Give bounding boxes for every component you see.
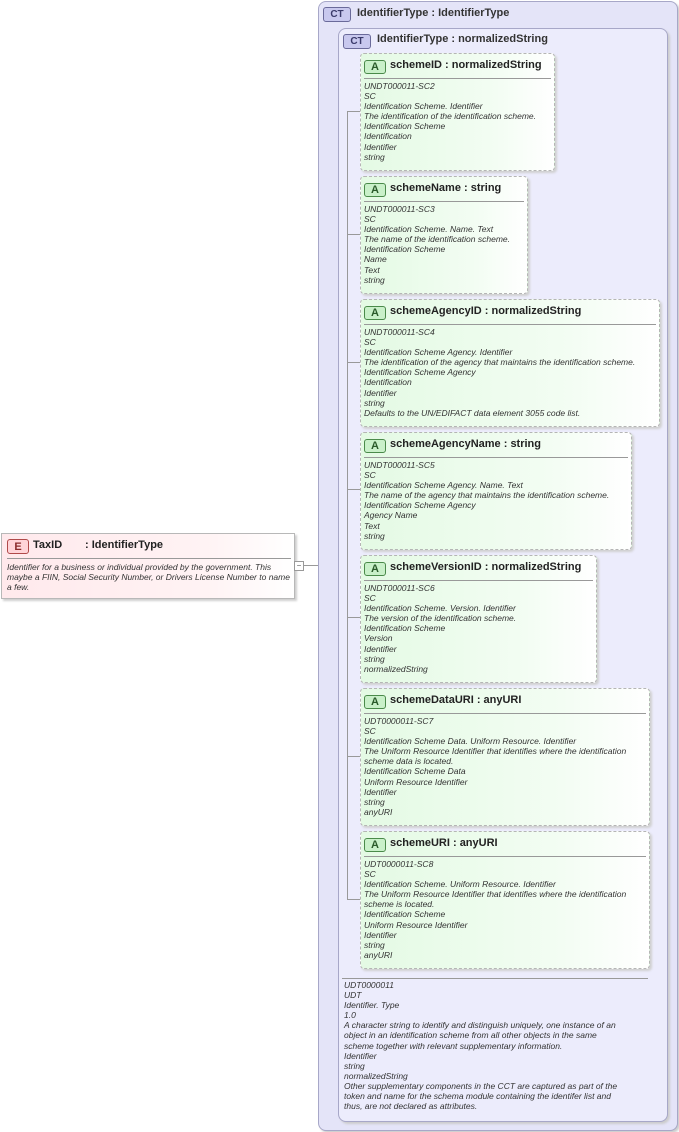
branch-line bbox=[347, 111, 360, 112]
attribute-divider bbox=[364, 324, 656, 325]
attribute-badge: A bbox=[364, 439, 386, 453]
ct-title-outer: IdentifierType : IdentifierType bbox=[357, 7, 510, 19]
connector-line bbox=[303, 565, 319, 566]
attribute-title: schemeURI : anyURI bbox=[390, 837, 498, 849]
attribute-divider bbox=[364, 856, 646, 857]
attribute-title: schemeAgencyID : normalizedString bbox=[390, 305, 582, 317]
attribute-title: schemeAgencyName : string bbox=[390, 438, 541, 450]
attribute-badge: A bbox=[364, 60, 386, 74]
type-documentation: UDT0000011 UDT Identifier. Type 1.0 A character string to identify and distinguish uniquely, one instance of an object in an identification scheme from all other objects in the same scheme together with relevant supplementary information. Identifier string normalizedString Other supplementary components in the CCT are captured as part of the token and name for the schema module containing the identifer list and thus, are not declared as attributes. bbox=[344, 980, 618, 1112]
attribute-scheme-agency-name bbox=[360, 432, 632, 550]
ct-badge-outer: CT bbox=[323, 7, 351, 22]
branch-line bbox=[347, 617, 360, 618]
element-divider bbox=[7, 558, 291, 559]
attribute-scheme-version-id bbox=[360, 555, 597, 683]
attribute-details: UNDT000011-SC6 SC Identification Scheme. Version. Identifier The version of the identification scheme. Identification Scheme Version Identifier string normalizedString bbox=[364, 583, 517, 674]
branch-line bbox=[347, 489, 360, 490]
attribute-badge: A bbox=[364, 183, 386, 197]
attribute-title: schemeName : string bbox=[390, 182, 502, 194]
ct-title-inner: IdentifierType : normalizedString bbox=[377, 33, 548, 45]
branch-line bbox=[347, 234, 360, 235]
element-taxid bbox=[1, 533, 295, 599]
ct-badge-inner: CT bbox=[343, 34, 371, 49]
attribute-divider bbox=[364, 78, 551, 79]
branch-line bbox=[347, 756, 360, 757]
attribute-divider bbox=[364, 580, 593, 581]
attribute-details: UDT0000011-SC8 SC Identification Scheme. Uniform Resource. Identifier The Uniform Resource Identifier that identifies where the identification scheme is located. Identification Scheme Uniform Resource Identifier Identifier string anyURI bbox=[364, 859, 627, 960]
attribute-details: UNDT000011-SC2 SC Identification Scheme. Identifier The identification of the identification scheme. Identification Scheme Identification Identifier string bbox=[364, 81, 536, 162]
element-type: : IdentifierType bbox=[85, 539, 164, 551]
type-doc-divider bbox=[342, 978, 648, 979]
branch-line bbox=[347, 899, 360, 900]
branch-line bbox=[347, 362, 360, 363]
element-description: Identifier for a business or individual provided by the government. This maybe a FIIN, Social Security Number, or Drivers License Number to name a few. bbox=[7, 562, 290, 592]
attribute-badge: A bbox=[364, 838, 386, 852]
attribute-details: UNDT000011-SC3 SC Identification Scheme. Name. Text The name of the identification scheme. Identification Scheme Name Text string bbox=[364, 204, 510, 285]
attribute-scheme-uri bbox=[360, 831, 650, 969]
attribute-scheme-data-uri bbox=[360, 688, 650, 826]
element-name: TaxID bbox=[33, 539, 63, 551]
attribute-badge: A bbox=[364, 695, 386, 709]
attribute-divider bbox=[364, 713, 646, 714]
attribute-title: schemeVersionID : normalizedString bbox=[390, 561, 582, 573]
attribute-details: UDT0000011-SC7 SC Identification Scheme Data. Uniform Resource. Identifier The Uniform Resource Identifier that identifies where the identification scheme data is located. Identification Scheme Data Uniform Resource Identifier Identifier string anyURI bbox=[364, 716, 627, 817]
attribute-badge: A bbox=[364, 562, 386, 576]
attribute-details: UNDT000011-SC4 SC Identification Scheme Agency. Identifier The identification of the agency that maintains the identification scheme. Identification Scheme Agency Identification Identifier string Defaults to the UN/EDIFACT data element 3055 code list. bbox=[364, 327, 636, 418]
attribute-title: schemeDataURI : anyURI bbox=[390, 694, 522, 706]
attribute-scheme-agency-id bbox=[360, 299, 660, 427]
attribute-title: schemeID : normalizedString bbox=[390, 59, 542, 71]
attribute-tree-line bbox=[347, 111, 348, 899]
attribute-divider bbox=[364, 201, 524, 202]
attribute-scheme-id bbox=[360, 53, 555, 171]
attribute-details: UNDT000011-SC5 SC Identification Scheme Agency. Name. Text The name of the agency that maintains the identification scheme. Identification Scheme Agency Agency Name Text string bbox=[364, 460, 610, 541]
attribute-scheme-name bbox=[360, 176, 528, 294]
element-badge: E bbox=[7, 539, 29, 554]
collapse-toggle[interactable]: − bbox=[294, 561, 304, 571]
attribute-divider bbox=[364, 457, 628, 458]
attribute-badge: A bbox=[364, 306, 386, 320]
